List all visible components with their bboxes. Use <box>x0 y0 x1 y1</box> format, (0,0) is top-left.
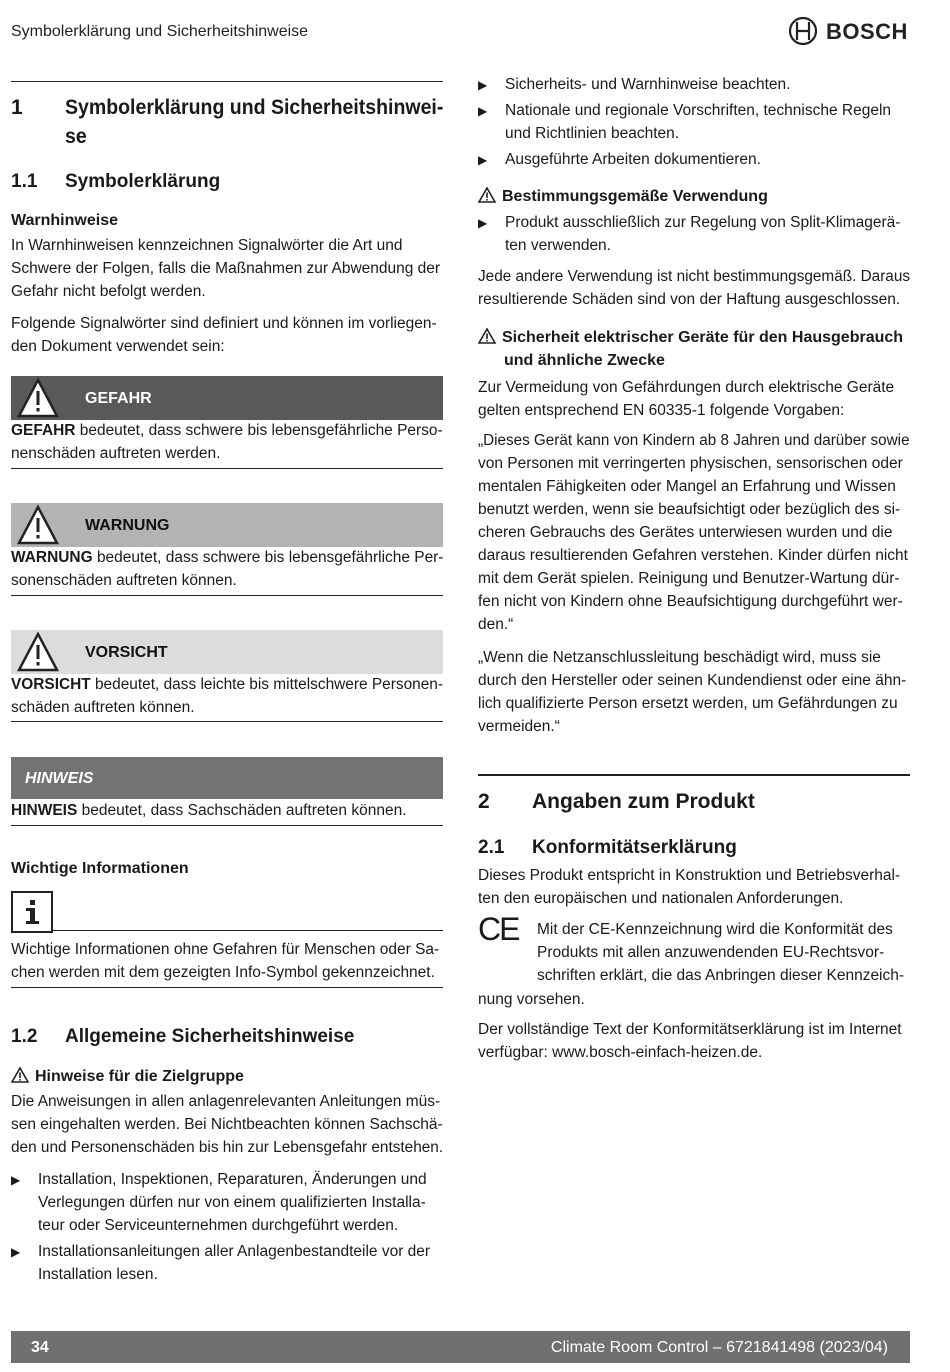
page-number: 34 <box>31 1338 49 1356</box>
text-line: schriften erklärt, die das Anbringen dieser Kennzeich- <box>537 967 905 984</box>
text-line: lich qualifizierte Person ersetzt werden, um Gefährdungen zu <box>478 695 898 712</box>
text-line: cheren Gebrauchs des Gerätes unterwiesen wurden und die <box>478 524 893 541</box>
text-line: mit dem Gerät spielen. Reinigung und Benutzer-Wartung dür- <box>478 570 900 587</box>
chapter-number: 2 <box>478 790 490 813</box>
text-line: den.“ <box>478 616 514 633</box>
text-line: schäden auftreten können. <box>11 699 195 716</box>
text-line: den Dokument verwendet sein: <box>11 338 225 355</box>
text-line: gelten entsprechend EN 60335-1 folgende Vorgaben: <box>478 402 845 419</box>
text-line: Gefahr nicht befolgt werden. <box>11 283 206 300</box>
bestimmung-paragraph <box>478 265 910 311</box>
text-line: und Richtlinien beachten. <box>505 125 680 142</box>
running-title: Symbolerklärung und Sicherheitshinweise <box>11 23 309 40</box>
text-line: Installationsanleitungen aller Anlagenbestandteile vor der <box>38 1243 431 1260</box>
online-paragraph <box>478 1018 910 1064</box>
elektro-paragraph <box>478 376 910 422</box>
chapter-heading <box>11 93 443 151</box>
list-item <box>478 99 910 145</box>
bullet-triangle-icon: ▶ <box>478 153 488 167</box>
text-line: teur oder Serviceunternehmen durchgeführt werden. <box>38 1217 399 1234</box>
warnhinweise-paragraph <box>11 234 443 303</box>
text-line: „Wenn die Netzanschlussleitung beschädigt wird, muss sie <box>478 649 881 666</box>
text-line: Schwere der Folgen, falls die Maßnahmen zur Abwendung der <box>11 260 441 277</box>
text-line: Ausgeführte Arbeiten dokumentieren. <box>505 151 761 168</box>
section-rule <box>11 721 443 722</box>
text-line: Mit der CE-Kennzeichnung wird die Konformität des <box>537 921 893 938</box>
chapter-title-line2: se <box>65 125 87 148</box>
hinweis-description <box>11 799 443 822</box>
warning-triangle-icon <box>11 1067 29 1083</box>
zielgruppe-heading <box>11 1065 443 1088</box>
heading-text: und ähnliche Zwecke <box>504 352 665 369</box>
text-line: Folgende Signalwörter sind definiert und können im vorliegen- <box>11 315 437 332</box>
warning-triangle-icon <box>11 503 65 547</box>
signal-word: HINWEIS <box>11 802 78 819</box>
section-number: 2.1 <box>478 837 505 858</box>
signalwords-paragraph <box>11 312 443 358</box>
hinweis-label: HINWEIS <box>25 769 94 787</box>
bullet-triangle-icon: ▶ <box>11 1173 21 1187</box>
signal-word: VORSICHT <box>11 676 91 693</box>
text-line: Wichtige Informationen ohne Gefahren für Menschen oder Sa- <box>11 941 440 958</box>
text-line: den und Personenschäden bis hin zur Lebensgefahr entstehen. <box>11 1139 444 1156</box>
chapter-heading-2 <box>478 787 910 816</box>
list-item <box>478 148 910 172</box>
quote-paragraph-2 <box>478 646 910 738</box>
bestimmung-heading <box>478 185 910 208</box>
section-number: 1.1 <box>11 171 38 192</box>
warnung-banner <box>11 503 443 547</box>
text-line: nenschäden auftreten werden. <box>11 445 221 462</box>
text-line: Produkts mit allen anzuwendenden EU-Rechtsvor- <box>537 944 885 961</box>
section-heading-1-2 <box>11 1024 443 1050</box>
heading-text: Sicherheit elektrischer Geräte für den Hausgebrauch <box>502 329 904 346</box>
text-line: verfügbar: www.bosch-einfach-heizen.de. <box>478 1044 763 1061</box>
heading-text: Bestimmungsgemäße Verwendung <box>502 188 768 205</box>
section-rule <box>11 595 443 596</box>
text-line: Nationale und regionale Vorschriften, technische Regeln <box>505 102 892 119</box>
info-icon <box>11 891 53 933</box>
chapter-number: 1 <box>11 96 23 119</box>
text-line: mentalen Fähigkeiten oder Mangel an Erfahrung und Wissen <box>478 478 896 495</box>
warnung-description <box>11 546 443 592</box>
warning-triangle-icon <box>11 376 65 420</box>
section-rule <box>11 81 443 82</box>
bullet-triangle-icon: ▶ <box>478 104 488 118</box>
konformitaet-paragraph <box>478 864 910 910</box>
gefahr-label: GEFAHR <box>85 389 152 407</box>
text-run: bedeutet, dass leichte bis mittelschwere Personen- <box>90 676 444 693</box>
text-line: daraus resultierenden Gefahren verstehen. Kinder dürfen nicht <box>478 547 908 564</box>
text-line: von Personen mit verringerten physischen, sensorischen oder <box>478 455 903 472</box>
text-line: Die Anweisungen in allen anlagenrelevanten Anleitungen müs- <box>11 1093 441 1110</box>
chapter-title-line1: Symbolerklärung und Sicherheitshinwei- <box>65 96 444 119</box>
warning-triangle-icon <box>478 328 496 344</box>
section-number: 1.2 <box>11 1026 38 1047</box>
text-line: In Warnhinweisen kennzeichnen Signalwörter die Art und <box>11 237 403 254</box>
vorsicht-label: VORSICHT <box>85 643 168 661</box>
list-item <box>478 73 910 97</box>
wichtig-heading: Wichtige Informationen <box>11 860 189 877</box>
list-item <box>478 211 910 257</box>
ce-paragraph <box>537 918 910 987</box>
bullet-triangle-icon: ▶ <box>478 216 488 230</box>
document-reference: Climate Room Control – 6721841498 (2023/04) <box>550 1338 888 1356</box>
section-rule <box>11 825 443 826</box>
text-line: Produkt ausschließlich zur Regelung von Split-Klimagerä- <box>505 214 901 231</box>
text-line: Sicherheits- und Warnhinweise beachten. <box>505 76 791 93</box>
warning-triangle-icon <box>478 187 496 203</box>
warnung-label: WARNUNG <box>85 516 170 534</box>
text-line: chen werden mit dem gezeigten Info-Symbol gekennzeichnet. <box>11 964 435 981</box>
text-line: Installation lesen. <box>38 1266 158 1283</box>
list-item <box>11 1168 443 1237</box>
text-line: Verlegungen dürfen nur von einem qualifizierten Installa- <box>38 1194 426 1211</box>
brand-name: BOSCH <box>826 18 908 44</box>
bosch-logo <box>788 16 908 46</box>
text-line: Der vollständige Text der Konformitätserklärung ist im Internet <box>478 1021 902 1038</box>
list-item <box>11 1240 443 1286</box>
text-line: Dieses Produkt entspricht in Konstruktion und Betriebsverhal- <box>478 867 901 884</box>
text-line: benutzt werden, wenn sie beaufsichtigt oder bezüglich des si- <box>478 501 901 518</box>
text-line: sen eingehalten werden. Bei Nichtbeachten können Sachschä- <box>11 1116 443 1133</box>
text-line: „Dieses Gerät kann von Kindern ab 8 Jahren und darüber sowie <box>478 432 910 449</box>
page-footer <box>11 1331 910 1363</box>
text-line: resultierende Schäden sind von der Haftung ausgeschlossen. <box>478 291 901 308</box>
section-title: Konformitätserklärung <box>532 837 737 858</box>
text-line: ten verwenden. <box>505 237 611 254</box>
zielgruppe-paragraph <box>11 1090 443 1159</box>
quote-paragraph-1 <box>478 429 910 636</box>
text-line: Jede andere Verwendung ist nicht bestimmungsgemäß. Daraus <box>478 268 911 285</box>
text-line: fen nicht von Kindern ohne Beaufsichtigung durchgeführt wer- <box>478 593 903 610</box>
gefahr-description <box>11 419 443 465</box>
text-run: bedeutet, dass schwere bis lebensgefährliche Per- <box>92 549 444 566</box>
section-title: Allgemeine Sicherheitshinweise <box>65 1026 355 1047</box>
gefahr-banner <box>11 376 443 420</box>
bosch-armature-icon <box>788 16 818 46</box>
elektro-heading <box>478 326 910 372</box>
text-line: nung vorsehen. <box>478 991 585 1008</box>
chapter-rule <box>478 774 910 776</box>
section-heading-1-1 <box>11 169 443 195</box>
section-rule <box>11 987 443 988</box>
warnhinweise-heading: Warnhinweise <box>11 212 118 229</box>
ce-mark-icon: CE <box>478 911 519 947</box>
bullet-triangle-icon: ▶ <box>11 1245 21 1259</box>
info-rule <box>11 930 443 931</box>
text-line: sonenschäden auftreten können. <box>11 572 237 589</box>
text-line: ten den europäischen und nationalen Anforderungen. <box>478 890 844 907</box>
hinweis-banner <box>11 757 443 799</box>
text-line: Zur Vermeidung von Gefährdungen durch elektrische Geräte <box>478 379 895 396</box>
vorsicht-description <box>11 673 443 719</box>
bullet-triangle-icon: ▶ <box>478 78 488 92</box>
section-rule <box>11 468 443 469</box>
signal-word: WARNUNG <box>11 549 93 566</box>
section-heading-2-1 <box>478 835 910 861</box>
text-line: durch den Hersteller oder seinen Kundendienst oder eine ähn- <box>478 672 907 689</box>
chapter-title: Angaben zum Produkt <box>532 790 755 813</box>
signal-word: GEFAHR <box>11 422 76 439</box>
heading-text: Hinweise für die Zielgruppe <box>35 1068 244 1085</box>
section-title: Symbolerklärung <box>65 171 221 192</box>
warning-triangle-icon <box>11 630 65 674</box>
vorsicht-banner <box>11 630 443 674</box>
ce-paragraph-end <box>478 988 910 1011</box>
text-line: vermeiden.“ <box>478 718 560 735</box>
text-run: bedeutet, dass Sachschäden auftreten können. <box>77 802 407 819</box>
text-run: bedeutet, dass schwere bis lebensgefährliche Perso- <box>75 422 443 439</box>
text-line: Installation, Inspektionen, Reparaturen, Änderungen und <box>38 1171 427 1188</box>
wichtig-paragraph <box>11 938 443 984</box>
